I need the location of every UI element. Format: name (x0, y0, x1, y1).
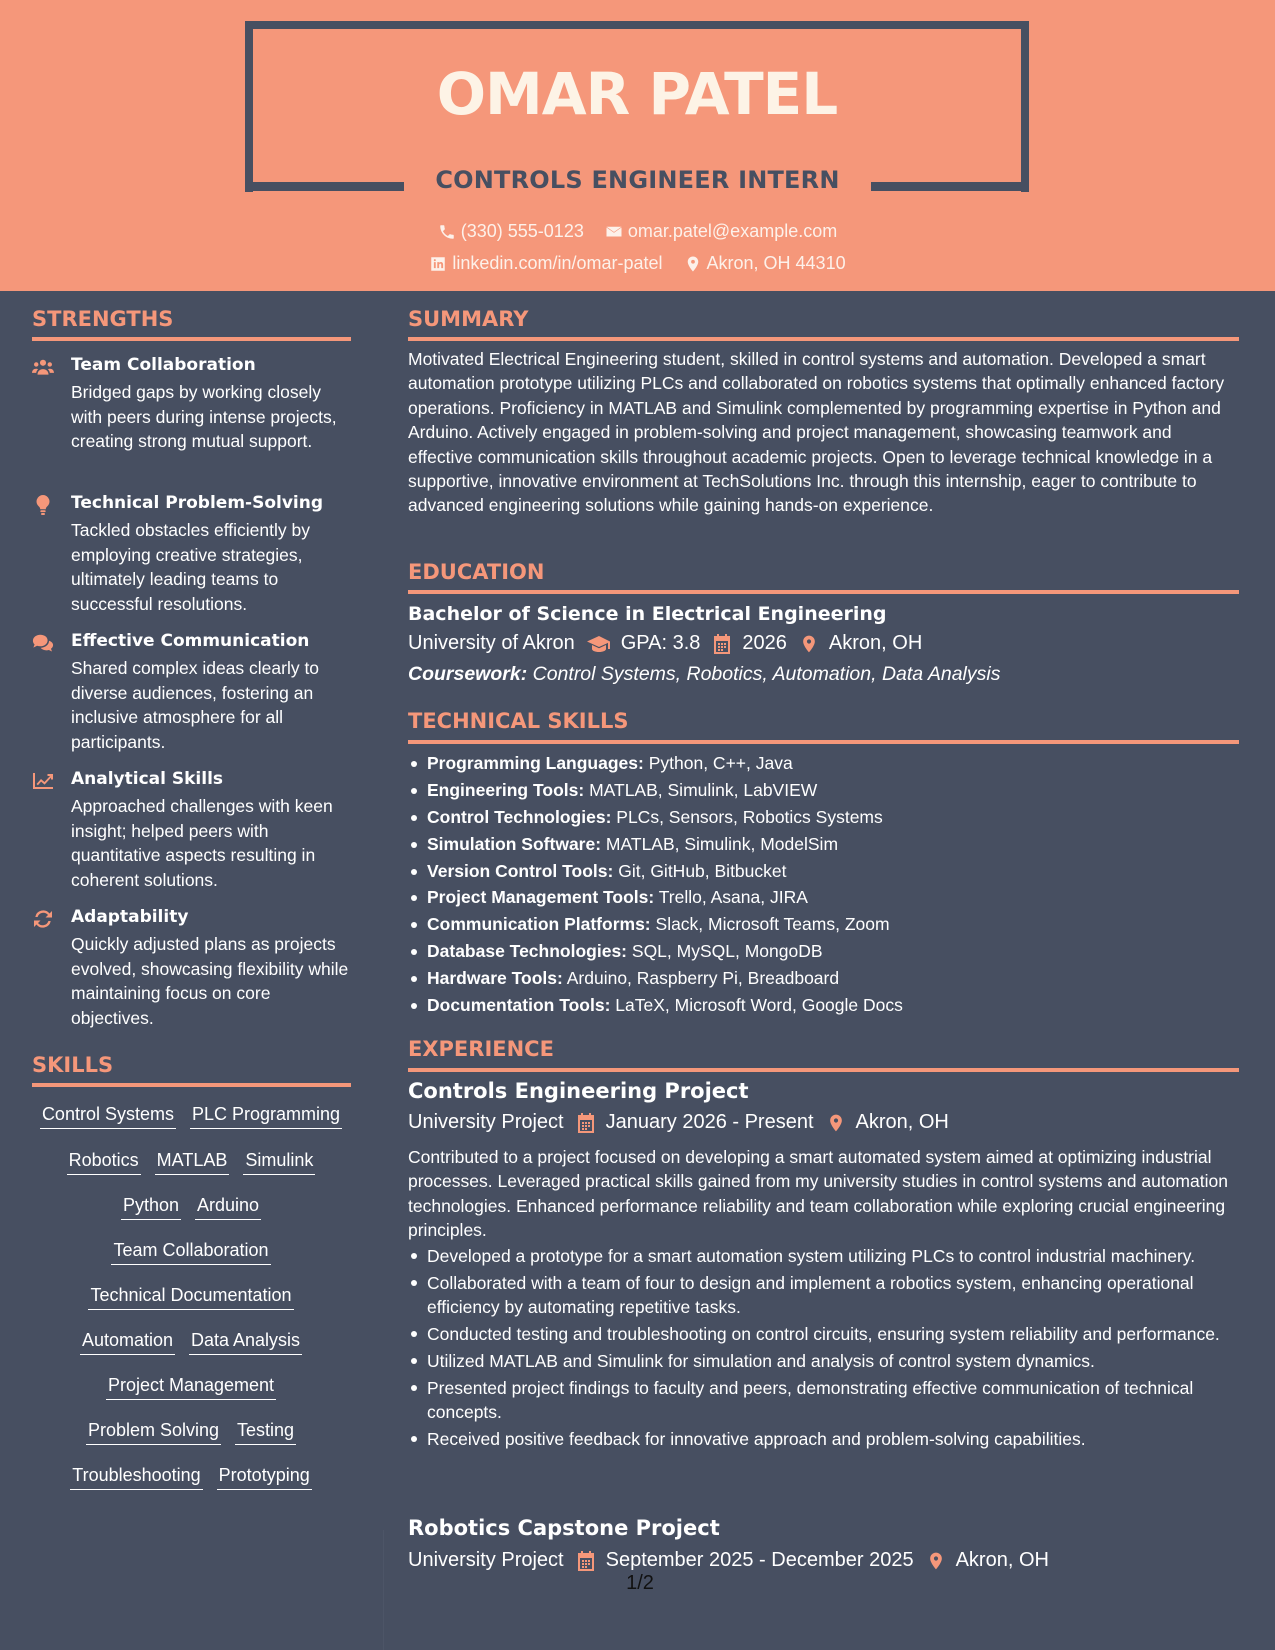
education-rule (408, 590, 1239, 594)
summary-heading: SUMMARY (408, 307, 529, 331)
skill-chip: Arduino (195, 1194, 261, 1220)
skill-value: MATLAB, Simulink, ModelSim (605, 833, 839, 854)
candidate-name: OMAR PATEL (436, 60, 838, 128)
skill-chip: Robotics (67, 1149, 141, 1175)
users-icon (32, 357, 54, 377)
skill-row (25, 1419, 357, 1445)
strength-title: Effective Communication (71, 631, 310, 651)
skill-row (25, 1194, 357, 1220)
skill-label: Engineering Tools: (427, 779, 585, 800)
strength-title: Adaptability (71, 907, 189, 927)
map-marker-icon (684, 255, 702, 273)
lightbulb-icon (32, 495, 54, 515)
skill-label: Project Management Tools: (427, 887, 655, 908)
skill-label: Hardware Tools: (427, 968, 563, 989)
skill-row (25, 1374, 357, 1400)
skill-row (25, 1284, 357, 1310)
skill-label: Simulation Software: (427, 833, 602, 854)
job-meta (408, 1549, 1049, 1572)
job-location: Akron, OH (855, 1111, 949, 1133)
skill-chip: Data Analysis (189, 1329, 302, 1355)
strengths-heading: STRENGTHS (32, 307, 174, 331)
skill-label: Database Technologies: (427, 941, 628, 962)
skill-value: MATLAB, Simulink, LabVIEW (589, 779, 818, 800)
sync-icon (32, 909, 54, 929)
strength-desc: Approached challenges with keen insight; helped peers with quantitative aspects resulting in coherent solutions. (71, 796, 333, 890)
strength-desc: Quickly adjusted plans as projects evolved, showcasing flexibility while maintaining focus on core objectives. (71, 934, 349, 1028)
coursework-label: Coursework: (408, 663, 528, 685)
education-location: Akron, OH (828, 632, 923, 654)
list-item (408, 831, 1240, 858)
job-dates: January 2026 - Present (605, 1111, 814, 1133)
skill-label: Control Technologies: (427, 806, 612, 827)
strength-desc: Bridged gaps by working closely with peers during intense projects, creating strong mutual support. (71, 382, 337, 451)
gpa-text: GPA: 3.8 (620, 632, 701, 654)
degree-title: Bachelor of Science in Electrical Engineering (408, 603, 887, 625)
education-meta (408, 632, 922, 655)
list-item: Collaborated with a team of four to design and implement a robotics system, enhancing operational efficiency by automating repetitive tasks. (408, 1271, 1240, 1320)
linkedin-icon (429, 255, 447, 273)
skill-value: LaTeX, Microsoft Word, Google Docs (615, 995, 903, 1016)
contact-phone[interactable] (438, 221, 584, 242)
graduation-year: 2026 (742, 632, 787, 654)
map-marker-icon (826, 1113, 846, 1133)
map-marker-icon (926, 1551, 946, 1571)
job-title: Controls Engineering Project (408, 1079, 749, 1103)
skill-chip: Team Collaboration (111, 1239, 270, 1265)
skill-chip: Testing (235, 1419, 296, 1445)
strength-desc: Tackled obstacles efficiently by employing creative strategies, ultimately leading teams to successful resolutions. (71, 520, 310, 614)
list-item (408, 858, 1240, 885)
skill-chip: Technical Documentation (88, 1284, 293, 1310)
school-name: University of Akron (408, 632, 575, 654)
list-item (408, 938, 1240, 965)
list-item (408, 884, 1240, 911)
skill-row (25, 1103, 357, 1129)
skill-chip: Python (121, 1194, 181, 1220)
skills-heading: SKILLS (32, 1053, 114, 1077)
candidate-title: CONTROLS ENGINEER INTERN (435, 166, 840, 194)
summary-text: Motivated Electrical Engineering student, skilled in control systems and automation. Developed a smart automation prototype utilizing PLCs and collaborated on robotics systems that optimally enhanced factory operations. Proficiency in MATLAB and Simulink complemented by programming expertise in Python and Arduino. Actively engaged in problem-solving and project management, showcasing teamwork and effective communication skills throughout academic projects. Open to leverage technical knowledge in a supportive, innovative environment at TechSolutions Inc. through this internship, eager to contribute to advanced engineering solutions while gaining hands-on experience. (408, 349, 1225, 516)
list-item: Received positive feedback for innovative approach and problem-solving capabilities. (408, 1427, 1240, 1451)
skill-value: Trello, Asana, JIRA (658, 887, 808, 908)
calendar-icon (576, 1551, 596, 1571)
skill-label: Communication Platforms: (427, 914, 651, 935)
strength-desc: Shared complex ideas clearly to diverse audiences, fostering an inclusive atmosphere for all participants. (71, 658, 320, 752)
list-item (408, 804, 1240, 831)
column-divider (383, 1530, 384, 1650)
list-item (408, 992, 1240, 1019)
skill-chip: PLC Programming (190, 1103, 342, 1129)
map-marker-icon (799, 634, 819, 654)
contact-row-2 (0, 253, 1275, 278)
skill-row (25, 1239, 357, 1265)
list-item (408, 750, 1240, 777)
contact-email[interactable] (605, 221, 837, 242)
skill-row (25, 1329, 357, 1355)
calendar-icon (576, 1113, 596, 1133)
graduation-cap-icon (587, 634, 611, 654)
page-number: 1/2 (626, 1572, 654, 1594)
skill-value: PLCs, Sensors, Robotics Systems (616, 806, 883, 827)
header-frame-bottom-right (871, 182, 1029, 191)
list-item: Developed a prototype for a smart automation system utilizing PLCs to control industrial machinery. (408, 1244, 1240, 1268)
technical-skills-rule (408, 740, 1239, 744)
job-meta (408, 1111, 949, 1134)
contact-row-1 (0, 221, 1275, 246)
skill-value: Python, C++, Java (648, 753, 793, 773)
list-item: Conducted testing and troubleshooting on control circuits, ensuring system reliability and performance. (408, 1322, 1240, 1346)
skill-row (25, 1149, 357, 1175)
skill-label: Programming Languages: (427, 753, 644, 773)
strengths-rule (32, 337, 351, 341)
job-bullets (408, 1244, 1240, 1454)
coursework (408, 663, 1000, 686)
list-item: Presented project findings to faculty and peers, demonstrating effective communication of technical concepts. (408, 1376, 1240, 1425)
skill-chip: MATLAB (155, 1149, 230, 1175)
job-title: Robotics Capstone Project (408, 1516, 720, 1540)
skill-chip: Simulink (243, 1149, 315, 1175)
envelope-icon (605, 223, 623, 241)
job-org: University Project (408, 1549, 564, 1571)
list-item (408, 911, 1240, 938)
technical-skills-list (408, 750, 1240, 1019)
list-item: Utilized MATLAB and Simulink for simulation and analysis of control system dynamics. (408, 1349, 1240, 1373)
location-text: Akron, OH 44310 (706, 253, 846, 273)
phone-icon (438, 223, 456, 241)
job-org: University Project (408, 1111, 564, 1133)
skill-chip: Troubleshooting (70, 1464, 202, 1490)
comments-icon (32, 633, 54, 653)
technical-skills-heading: TECHNICAL SKILLS (408, 709, 629, 733)
contact-location (684, 253, 846, 274)
skill-value: Slack, Microsoft Teams, Zoom (655, 914, 890, 935)
job-description: Contributed to a project focused on developing a smart automated system aimed at optimizing industrial processes. Leveraged practical skills gained from my university studies in control systems and automation technologies. Enhanced performance reliability and team collaboration while exploring crucial engineering principles. (408, 1147, 1228, 1241)
skills-rule (32, 1083, 351, 1087)
skill-label: Version Control Tools: (427, 860, 614, 881)
list-item (408, 777, 1240, 804)
summary-rule (408, 337, 1239, 341)
header-frame-bottom-left (245, 182, 404, 191)
skill-row (25, 1464, 357, 1490)
skill-chip: Project Management (106, 1374, 276, 1400)
skill-label: Documentation Tools: (427, 995, 611, 1016)
strength-title: Analytical Skills (71, 769, 224, 789)
skill-value: Arduino, Raspberry Pi, Breadboard (566, 968, 840, 989)
email-text: omar.patel@example.com (627, 221, 838, 241)
job-location: Akron, OH (955, 1549, 1049, 1571)
experience-heading: EXPERIENCE (408, 1037, 554, 1061)
phone-text: (330) 555-0123 (460, 221, 584, 241)
calendar-icon (712, 634, 732, 654)
linkedin-text: linkedin.com/in/omar-patel (452, 253, 663, 273)
list-item (408, 965, 1240, 992)
coursework-list: Control Systems, Robotics, Automation, Data Analysis (532, 663, 1001, 685)
skill-chip: Problem Solving (86, 1419, 221, 1445)
skill-value: SQL, MySQL, MongoDB (631, 941, 823, 962)
education-heading: EDUCATION (408, 560, 545, 584)
strength-title: Technical Problem-Solving (71, 493, 324, 513)
chart-line-icon (32, 771, 54, 791)
experience-rule (408, 1068, 1239, 1072)
contact-linkedin[interactable] (429, 253, 662, 274)
strength-title: Team Collaboration (71, 355, 256, 375)
job-dates: September 2025 - December 2025 (605, 1549, 914, 1571)
skill-chip: Automation (80, 1329, 175, 1355)
skill-value: Git, GitHub, Bitbucket (618, 860, 787, 881)
skill-chip: Prototyping (217, 1464, 312, 1490)
skill-chip: Control Systems (40, 1103, 176, 1129)
